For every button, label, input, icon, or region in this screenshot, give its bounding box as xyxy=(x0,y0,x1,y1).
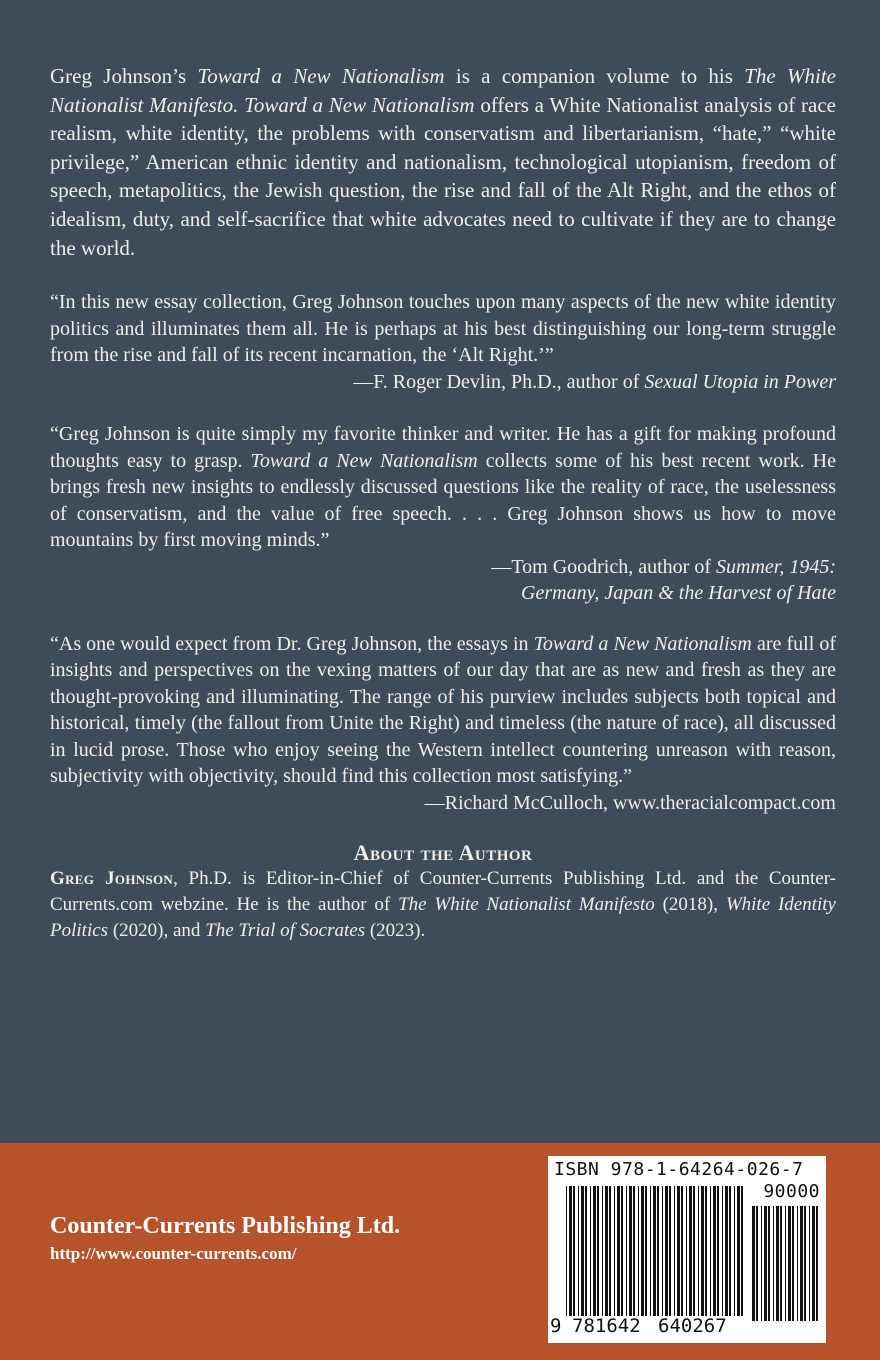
barcode-bar xyxy=(752,1206,755,1321)
barcode-bar xyxy=(705,1186,707,1316)
barcode-bar xyxy=(614,1186,615,1316)
attribution-work: Sexual Utopia in Power xyxy=(644,370,836,393)
barcode-bar xyxy=(662,1186,663,1316)
barcode-bar xyxy=(768,1206,770,1321)
barcode-bar xyxy=(641,1186,644,1316)
barcode-bar xyxy=(804,1206,806,1321)
barcode-bar xyxy=(581,1186,584,1316)
barcode-bar xyxy=(569,1186,572,1316)
barcode-bar xyxy=(773,1206,774,1321)
isbn-label: ISBN 978-1-64264-026-7 xyxy=(554,1159,804,1180)
about-heading: About the Author xyxy=(353,840,533,866)
barcode-bar xyxy=(626,1186,627,1316)
book-title: Toward a New Nationalism xyxy=(533,632,752,655)
barcode-bar xyxy=(776,1206,779,1321)
barcode-bar xyxy=(573,1186,575,1316)
quote-text: “Greg Johnson is quite simply my favorite thinker and writer. He has a gift for making profound thoughts easy to grasp. xyxy=(50,423,836,472)
barcode-bar xyxy=(785,1206,786,1321)
book-title: The White Nationalist Manifesto xyxy=(398,894,655,916)
bio-text: (2020), and xyxy=(108,920,206,942)
barcode-bar xyxy=(725,1186,728,1316)
barcode-bar xyxy=(701,1186,704,1316)
barcode-bar xyxy=(788,1206,791,1321)
barcode-bar xyxy=(681,1186,683,1316)
quote-text: collects some of his best recent work. He brings fresh new insights to endlessly discussed questions like the reality of race, the uselessness of conservatism, and the value of free speech. . . . Greg Johnson shows us how to move mountains by first moving minds.” xyxy=(50,449,836,552)
barcode-digit-prefix: 9 xyxy=(550,1315,562,1337)
barcode-bar xyxy=(674,1186,675,1316)
barcode-bar xyxy=(638,1186,639,1316)
barcode-bar xyxy=(741,1186,743,1316)
barcode-bar xyxy=(650,1186,651,1316)
barcode-bar xyxy=(800,1206,803,1321)
barcode-bar xyxy=(653,1186,656,1316)
endorsement-attribution: —Richard McCulloch, www.theracialcompact.com xyxy=(424,791,836,814)
barcode-bar xyxy=(764,1206,767,1321)
attribution-text: —Tom Goodrich, author of xyxy=(491,555,716,578)
description-text: Greg Johnson’s xyxy=(50,64,198,88)
barcode-bar xyxy=(657,1186,659,1316)
barcode-bar xyxy=(665,1186,668,1316)
description-text: is a companion volume to his xyxy=(444,64,745,88)
barcode-bar xyxy=(809,1206,810,1321)
endorsement-quote: “In this new essay collection, Greg Johnson touches upon many aspects of the new white identity politics and illuminates them all. He is perhaps at his best distinguishing our long-term struggle from the rise and fall of its recent incarnation, the ‘Alt Right.’” xyxy=(50,291,836,367)
author-bio xyxy=(50,866,836,944)
author-name: Greg Johnson xyxy=(50,868,174,890)
barcode-bar xyxy=(621,1186,623,1316)
endorsement-attribution xyxy=(50,554,836,607)
barcode-bar xyxy=(761,1206,762,1321)
barcode-bar xyxy=(780,1206,782,1321)
barcode-bar xyxy=(816,1206,818,1321)
barcode-bar xyxy=(812,1206,815,1321)
book-description xyxy=(50,62,836,262)
bio-text: (2023). xyxy=(365,920,426,942)
barcode-bar xyxy=(756,1206,758,1321)
price-code: 90000 xyxy=(763,1181,820,1202)
barcode-bar xyxy=(792,1206,794,1321)
barcode-bar xyxy=(686,1186,687,1316)
attribution-text: —F. Roger Devlin, Ph.D., author of xyxy=(353,370,645,393)
quote-text: are full of insights and perspectives on the vexing matters of our day that are as new and fresh as they are thought-provoking and illuminating. The range of his purview includes subjects both topical and historical, timely (the fallout from Unite the Right) and timeless (the nature of race), all discussed in lucid prose. Those who enjoy seeing the Western intellect countering unreason with reason, subjectivity with objectivity, should find this collection most satisfying.” xyxy=(50,632,836,788)
book-title: White Identity Politics xyxy=(50,894,836,942)
description-text: offers a White Nationalist analysis of race realism, white identity, the problems with conservatism and libertarianism, “hate,” “white privilege,” American ethnic identity and nationalism, technological utopianism, freedom of speech, metapolitics, the Jewish question, the rise and fall of the Alt Right, and the ethos of idealism, duty, and self-sacrifice that white advocates need to cultivate if they are to change the world. xyxy=(50,92,836,260)
barcode-bar xyxy=(677,1186,680,1316)
publisher-name: Counter-Currents Publishing Ltd. xyxy=(50,1213,401,1239)
barcode-bar xyxy=(669,1186,671,1316)
barcode-bar xyxy=(717,1186,719,1316)
publisher-footer xyxy=(0,1143,880,1360)
barcode-bar xyxy=(597,1186,599,1316)
isbn-barcode xyxy=(548,1156,826,1343)
barcode-bar xyxy=(645,1186,647,1316)
publisher-url: http://www.counter-currents.com/ xyxy=(50,1244,297,1263)
barcode-bar xyxy=(698,1186,699,1316)
barcode-digit-group: 640267 xyxy=(658,1315,727,1337)
barcode-bar xyxy=(593,1186,596,1316)
barcode-bar xyxy=(713,1186,716,1316)
barcode-bar xyxy=(722,1186,723,1316)
barcode-digit-group: 781642 xyxy=(572,1315,641,1337)
barcode-bar xyxy=(737,1186,740,1316)
barcode-bar xyxy=(609,1186,611,1316)
barcode-bar xyxy=(729,1186,731,1316)
attribution-work: Germany, Japan & the Harvest of Hate xyxy=(521,582,836,605)
endorsement-quote xyxy=(50,631,836,790)
barcode-bar xyxy=(629,1186,632,1316)
book-title: The White Nationalist Manifesto. Toward a New Nationalism xyxy=(50,64,836,117)
bio-text: (2018), xyxy=(654,894,726,916)
barcode-bar xyxy=(797,1206,798,1321)
book-title: Toward a New Nationalism xyxy=(250,449,478,472)
book-title: Toward a New Nationalism xyxy=(197,64,445,88)
book-title: The Trial of Socrates xyxy=(205,920,366,942)
barcode-bar xyxy=(734,1186,735,1316)
endorsement-attribution xyxy=(50,369,836,396)
barcode-bar xyxy=(585,1186,587,1316)
barcode-bar xyxy=(689,1186,692,1316)
barcode-bar xyxy=(590,1186,591,1316)
barcode-bar xyxy=(605,1186,608,1316)
bio-text: , Ph.D. is Editor-in-Chief of Counter-Currents Publishing Ltd. and the Counter-Currents.com webzine. He is the author of xyxy=(50,868,836,916)
barcode-bar xyxy=(602,1186,603,1316)
barcode-bar xyxy=(710,1186,711,1316)
attribution-work: Summer, 1945: xyxy=(716,555,836,578)
barcode-bar xyxy=(566,1186,567,1316)
cover-text xyxy=(50,62,836,944)
endorsement-quote xyxy=(50,421,836,554)
barcode-bar xyxy=(693,1186,695,1316)
barcode-bar xyxy=(633,1186,635,1316)
quote-text: “As one would expect from Dr. Greg Johnson, the essays in xyxy=(50,632,534,655)
barcode-bar xyxy=(617,1186,620,1316)
barcode-bar xyxy=(578,1186,579,1316)
